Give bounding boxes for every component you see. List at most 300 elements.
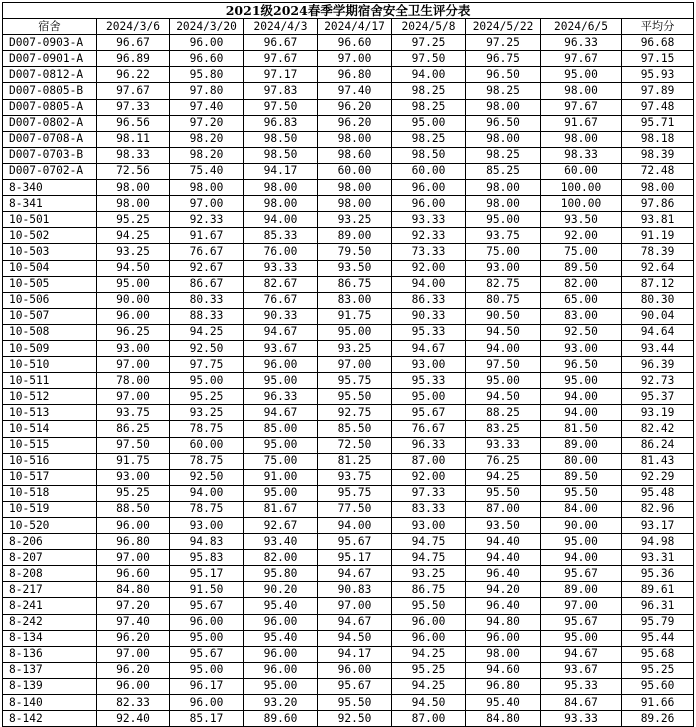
- average-cell: 97.89: [622, 83, 694, 99]
- dorm-cell: 8-140: [3, 695, 97, 711]
- score-cell: 82.67: [244, 276, 318, 292]
- table-row: [3, 437, 694, 453]
- average-cell: 95.36: [622, 566, 694, 582]
- score-cell: 91.75: [318, 308, 392, 324]
- score-cell: 65.00: [541, 292, 622, 308]
- dorm-cell: 10-517: [3, 469, 97, 485]
- score-cell: 96.00: [318, 662, 392, 678]
- score-cell: 89.60: [244, 711, 318, 727]
- score-cell: 97.40: [318, 83, 392, 99]
- score-cell: 97.50: [97, 437, 170, 453]
- score-cell: 96.80: [97, 534, 170, 550]
- score-cell: 96.17: [170, 678, 244, 694]
- score-cell: 96.33: [244, 389, 318, 405]
- column-header-date: 2024/5/8: [392, 19, 466, 35]
- score-cell: 78.00: [97, 373, 170, 389]
- score-cell: 96.00: [97, 518, 170, 534]
- score-cell: 94.20: [466, 582, 541, 598]
- score-cell: 93.50: [466, 518, 541, 534]
- score-cell: 97.00: [318, 598, 392, 614]
- score-cell: 94.67: [244, 324, 318, 340]
- score-cell: 95.00: [466, 373, 541, 389]
- score-cell: 97.33: [392, 485, 466, 501]
- dorm-cell: 10-514: [3, 421, 97, 437]
- dorm-cell: 8-142: [3, 711, 97, 727]
- table-row: [3, 662, 694, 678]
- score-cell: 96.56: [97, 115, 170, 131]
- table-row: [3, 244, 694, 260]
- score-cell: 93.25: [318, 340, 392, 356]
- dorm-cell: 8-241: [3, 598, 97, 614]
- score-cell: 89.00: [541, 582, 622, 598]
- score-cell: 97.00: [97, 646, 170, 662]
- score-cell: 93.33: [466, 437, 541, 453]
- score-cell: 98.00: [466, 646, 541, 662]
- average-cell: 93.44: [622, 340, 694, 356]
- score-cell: 98.00: [466, 99, 541, 115]
- average-cell: 90.04: [622, 308, 694, 324]
- score-cell: 96.33: [541, 35, 622, 51]
- score-cell: 95.25: [170, 389, 244, 405]
- score-cell: 95.80: [170, 67, 244, 83]
- score-cell: 76.67: [170, 244, 244, 260]
- table-title: 2021级2024春季学期宿舍安全卫生评分表: [3, 3, 694, 19]
- score-cell: 94.50: [466, 389, 541, 405]
- dorm-cell: 8-207: [3, 550, 97, 566]
- dorm-cell: 10-512: [3, 389, 97, 405]
- dorm-cell: 8-242: [3, 614, 97, 630]
- score-cell: 96.60: [318, 35, 392, 51]
- score-cell: 95.00: [244, 485, 318, 501]
- dorm-cell: 8-137: [3, 662, 97, 678]
- table-row: [3, 163, 694, 179]
- score-cell: 94.83: [170, 534, 244, 550]
- score-cell: 76.00: [244, 244, 318, 260]
- score-cell: 93.25: [392, 566, 466, 582]
- score-cell: 77.50: [318, 501, 392, 517]
- score-cell: 91.75: [97, 453, 170, 469]
- score-cell: 95.67: [392, 405, 466, 421]
- dorm-cell: 8-139: [3, 678, 97, 694]
- score-cell: 90.20: [244, 582, 318, 598]
- score-cell: 95.83: [170, 550, 244, 566]
- score-cell: 89.00: [318, 228, 392, 244]
- dorm-cell: 10-508: [3, 324, 97, 340]
- score-cell: 94.25: [392, 646, 466, 662]
- table-row: [3, 678, 694, 694]
- table-row: [3, 550, 694, 566]
- score-cell: 76.67: [244, 292, 318, 308]
- table-row: [3, 630, 694, 646]
- score-cell: 92.33: [392, 228, 466, 244]
- table-row: [3, 115, 694, 131]
- score-cell: 98.20: [170, 147, 244, 163]
- score-cell: 88.33: [170, 308, 244, 324]
- score-cell: 95.75: [318, 373, 392, 389]
- dorm-cell: 8-136: [3, 646, 97, 662]
- average-cell: 91.66: [622, 695, 694, 711]
- score-cell: 90.33: [392, 308, 466, 324]
- score-cell: 97.20: [170, 115, 244, 131]
- score-cell: 95.17: [318, 550, 392, 566]
- dorm-cell: 10-509: [3, 340, 97, 356]
- score-cell: 97.00: [318, 51, 392, 67]
- score-cell: 93.00: [466, 260, 541, 276]
- score-cell: 93.50: [541, 212, 622, 228]
- score-cell: 97.00: [97, 357, 170, 373]
- score-cell: 86.75: [318, 276, 392, 292]
- score-cell: 85.00: [244, 421, 318, 437]
- score-cell: 92.00: [541, 228, 622, 244]
- table-row: [3, 646, 694, 662]
- average-cell: 96.31: [622, 598, 694, 614]
- score-cell: 97.00: [97, 389, 170, 405]
- average-cell: 80.30: [622, 292, 694, 308]
- average-cell: 95.48: [622, 485, 694, 501]
- score-cell: 93.00: [541, 340, 622, 356]
- score-cell: 60.00: [392, 163, 466, 179]
- average-cell: 89.26: [622, 711, 694, 727]
- score-cell: 96.00: [244, 646, 318, 662]
- header-row: [3, 19, 694, 35]
- score-cell: 94.50: [97, 260, 170, 276]
- score-cell: 72.56: [97, 163, 170, 179]
- score-cell: 93.00: [97, 469, 170, 485]
- score-cell: 96.60: [170, 51, 244, 67]
- score-cell: 83.00: [541, 308, 622, 324]
- score-cell: 96.83: [244, 115, 318, 131]
- score-cell: 98.00: [318, 180, 392, 196]
- dorm-cell: 10-518: [3, 485, 97, 501]
- score-cell: 95.00: [392, 389, 466, 405]
- score-cell: 94.25: [97, 228, 170, 244]
- score-cell: 82.00: [244, 550, 318, 566]
- score-cell: 96.00: [392, 630, 466, 646]
- score-cell: 95.50: [466, 485, 541, 501]
- average-cell: 95.93: [622, 67, 694, 83]
- score-cell: 92.50: [541, 324, 622, 340]
- score-cell: 97.00: [97, 550, 170, 566]
- score-cell: 96.22: [97, 67, 170, 83]
- score-cell: 95.00: [541, 67, 622, 83]
- score-cell: 60.00: [170, 437, 244, 453]
- average-cell: 92.64: [622, 260, 694, 276]
- score-cell: 96.00: [392, 180, 466, 196]
- score-cell: 92.50: [318, 711, 392, 727]
- score-cell: 95.25: [392, 662, 466, 678]
- average-cell: 97.48: [622, 99, 694, 115]
- score-cell: 96.50: [541, 357, 622, 373]
- score-cell: 75.00: [244, 453, 318, 469]
- table-row: [3, 485, 694, 501]
- score-cell: 92.00: [392, 260, 466, 276]
- score-cell: 94.25: [392, 678, 466, 694]
- score-cell: 98.00: [97, 180, 170, 196]
- average-cell: 98.39: [622, 147, 694, 163]
- score-cell: 94.25: [170, 324, 244, 340]
- score-cell: 78.75: [170, 421, 244, 437]
- score-cell: 96.50: [466, 115, 541, 131]
- score-cell: 94.17: [244, 163, 318, 179]
- score-cell: 98.00: [97, 196, 170, 212]
- score-cell: 96.00: [392, 196, 466, 212]
- score-cell: 97.67: [244, 51, 318, 67]
- score-cell: 95.00: [170, 630, 244, 646]
- score-cell: 78.75: [170, 501, 244, 517]
- score-cell: 85.33: [244, 228, 318, 244]
- score-cell: 96.00: [244, 357, 318, 373]
- table-row: [3, 292, 694, 308]
- score-cell: 97.25: [466, 35, 541, 51]
- column-header-average: 平均分: [622, 19, 694, 35]
- score-cell: 83.33: [392, 501, 466, 517]
- score-cell: 95.75: [318, 485, 392, 501]
- average-cell: 81.43: [622, 453, 694, 469]
- score-cell: 94.60: [466, 662, 541, 678]
- score-cell: 96.20: [318, 115, 392, 131]
- score-cell: 97.75: [170, 357, 244, 373]
- average-cell: 93.17: [622, 518, 694, 534]
- score-cell: 95.50: [392, 598, 466, 614]
- score-cell: 96.00: [170, 695, 244, 711]
- score-cell: 98.33: [541, 147, 622, 163]
- score-cell: 86.75: [392, 582, 466, 598]
- score-cell: 95.40: [244, 598, 318, 614]
- score-cell: 93.25: [97, 244, 170, 260]
- score-cell: 83.25: [466, 421, 541, 437]
- score-cell: 88.25: [466, 405, 541, 421]
- average-cell: 93.19: [622, 405, 694, 421]
- score-cell: 98.25: [466, 147, 541, 163]
- table-row: [3, 180, 694, 196]
- score-cell: 95.00: [466, 212, 541, 228]
- average-cell: 98.00: [622, 180, 694, 196]
- score-cell: 100.00: [541, 196, 622, 212]
- column-header-dorm: 宿舍: [3, 19, 97, 35]
- score-cell: 95.00: [541, 373, 622, 389]
- average-cell: 95.68: [622, 646, 694, 662]
- score-cell: 93.00: [392, 357, 466, 373]
- score-cell: 95.50: [541, 485, 622, 501]
- table-row: [3, 340, 694, 356]
- score-cell: 80.75: [466, 292, 541, 308]
- score-cell: 75.00: [466, 244, 541, 260]
- table-row: [3, 228, 694, 244]
- score-cell: 93.25: [318, 212, 392, 228]
- score-cell: 92.50: [170, 340, 244, 356]
- score-cell: 84.80: [466, 711, 541, 727]
- score-cell: 97.50: [392, 51, 466, 67]
- score-cell: 93.40: [244, 534, 318, 550]
- column-header-date: 2024/5/22: [466, 19, 541, 35]
- score-cell: 90.83: [318, 582, 392, 598]
- score-cell: 94.00: [541, 389, 622, 405]
- score-cell: 82.00: [541, 276, 622, 292]
- dorm-cell: 8-217: [3, 582, 97, 598]
- score-cell: 92.67: [170, 260, 244, 276]
- table-row: [3, 276, 694, 292]
- score-cell: 96.00: [392, 614, 466, 630]
- score-cell: 85.50: [318, 421, 392, 437]
- score-cell: 95.00: [97, 276, 170, 292]
- score-cell: 98.60: [318, 147, 392, 163]
- score-cell: 86.67: [170, 276, 244, 292]
- score-cell: 94.00: [318, 518, 392, 534]
- score-cell: 93.00: [170, 518, 244, 534]
- dorm-cell: 8-208: [3, 566, 97, 582]
- score-cell: 96.00: [244, 614, 318, 630]
- score-cell: 98.25: [392, 99, 466, 115]
- table-row: [3, 566, 694, 582]
- score-cell: 84.80: [97, 582, 170, 598]
- score-cell: 96.00: [466, 630, 541, 646]
- column-header-date: 2024/3/20: [170, 19, 244, 35]
- dorm-cell: 10-515: [3, 437, 97, 453]
- score-cell: 87.00: [466, 501, 541, 517]
- score-cell: 95.67: [318, 534, 392, 550]
- dorm-cell: 10-506: [3, 292, 97, 308]
- table-row: [3, 582, 694, 598]
- score-cell: 98.00: [318, 196, 392, 212]
- score-cell: 94.00: [541, 405, 622, 421]
- score-cell: 92.75: [318, 405, 392, 421]
- table-row: [3, 501, 694, 517]
- dorm-cell: 10-510: [3, 357, 97, 373]
- score-cell: 98.50: [244, 131, 318, 147]
- score-cell: 97.67: [541, 99, 622, 115]
- score-cell: 76.25: [466, 453, 541, 469]
- score-cell: 95.00: [541, 534, 622, 550]
- table-row: [3, 695, 694, 711]
- table-row: [3, 421, 694, 437]
- score-cell: 94.80: [466, 614, 541, 630]
- score-cell: 92.00: [392, 469, 466, 485]
- score-cell: 96.20: [97, 630, 170, 646]
- average-cell: 72.48: [622, 163, 694, 179]
- dorm-cell: 10-507: [3, 308, 97, 324]
- score-cell: 98.00: [170, 180, 244, 196]
- score-cell: 97.00: [318, 357, 392, 373]
- table-row: [3, 324, 694, 340]
- score-cell: 98.00: [318, 131, 392, 147]
- table-row: [3, 99, 694, 115]
- average-cell: 86.24: [622, 437, 694, 453]
- dorm-cell: 8-341: [3, 196, 97, 212]
- table-row: [3, 614, 694, 630]
- score-cell: 82.75: [466, 276, 541, 292]
- score-cell: 84.67: [541, 695, 622, 711]
- score-cell: 94.75: [392, 534, 466, 550]
- table-row: [3, 518, 694, 534]
- score-cell: 92.50: [170, 469, 244, 485]
- score-cell: 96.40: [466, 598, 541, 614]
- score-cell: 94.00: [466, 340, 541, 356]
- score-cell: 80.33: [170, 292, 244, 308]
- score-cell: 95.67: [170, 598, 244, 614]
- score-cell: 95.33: [392, 373, 466, 389]
- score-cell: 95.67: [318, 678, 392, 694]
- score-cell: 98.00: [466, 180, 541, 196]
- table-row: [3, 147, 694, 163]
- table-row: [3, 469, 694, 485]
- table-row: [3, 83, 694, 99]
- average-cell: 95.37: [622, 389, 694, 405]
- average-cell: 95.25: [622, 662, 694, 678]
- score-cell: 94.00: [541, 550, 622, 566]
- table-row: [3, 308, 694, 324]
- score-cell: 97.80: [170, 83, 244, 99]
- score-cell: 93.50: [318, 260, 392, 276]
- score-cell: 98.25: [466, 83, 541, 99]
- score-cell: 94.00: [392, 67, 466, 83]
- score-cell: 96.89: [97, 51, 170, 67]
- average-cell: 95.71: [622, 115, 694, 131]
- score-cell: 94.40: [466, 550, 541, 566]
- dorm-cell: 10-502: [3, 228, 97, 244]
- dorm-cell: 10-516: [3, 453, 97, 469]
- score-cell: 97.20: [97, 598, 170, 614]
- dorm-cell: D007-0812-A: [3, 67, 97, 83]
- score-cell: 85.25: [466, 163, 541, 179]
- score-cell: 95.00: [392, 115, 466, 131]
- score-cell: 96.00: [97, 308, 170, 324]
- score-cell: 96.20: [318, 99, 392, 115]
- table-row: [3, 357, 694, 373]
- score-cell: 94.00: [170, 485, 244, 501]
- score-cell: 96.80: [466, 678, 541, 694]
- dorm-cell: 10-519: [3, 501, 97, 517]
- score-cell: 98.00: [466, 196, 541, 212]
- score-cell: 76.67: [392, 421, 466, 437]
- score-cell: 98.25: [392, 131, 466, 147]
- score-cell: 89.50: [541, 260, 622, 276]
- score-cell: 96.20: [97, 662, 170, 678]
- dorm-cell: D007-0702-A: [3, 163, 97, 179]
- score-cell: 97.50: [244, 99, 318, 115]
- average-cell: 82.42: [622, 421, 694, 437]
- average-cell: 94.64: [622, 324, 694, 340]
- column-header-date: 2024/3/6: [97, 19, 170, 35]
- score-cell: 60.00: [541, 163, 622, 179]
- average-cell: 87.12: [622, 276, 694, 292]
- score-cell: 95.00: [170, 373, 244, 389]
- title-row: [3, 3, 694, 19]
- score-cell: 93.67: [244, 340, 318, 356]
- score-cell: 97.83: [244, 83, 318, 99]
- score-cell: 85.17: [170, 711, 244, 727]
- score-cell: 96.00: [97, 678, 170, 694]
- score-cell: 72.50: [318, 437, 392, 453]
- score-cell: 95.25: [97, 485, 170, 501]
- table-row: [3, 405, 694, 421]
- score-cell: 94.00: [244, 212, 318, 228]
- dorm-cell: 10-513: [3, 405, 97, 421]
- score-cell: 60.00: [318, 163, 392, 179]
- score-cell: 97.67: [97, 83, 170, 99]
- dorm-cell: D007-0901-A: [3, 51, 97, 67]
- score-cell: 98.50: [244, 147, 318, 163]
- score-table: [2, 2, 694, 727]
- score-cell: 94.25: [466, 469, 541, 485]
- score-cell: 98.11: [97, 131, 170, 147]
- score-cell: 94.17: [318, 646, 392, 662]
- score-cell: 81.25: [318, 453, 392, 469]
- dorm-cell: 8-340: [3, 180, 97, 196]
- score-cell: 96.00: [170, 614, 244, 630]
- score-cell: 98.20: [170, 131, 244, 147]
- score-cell: 98.33: [97, 147, 170, 163]
- score-cell: 95.67: [170, 646, 244, 662]
